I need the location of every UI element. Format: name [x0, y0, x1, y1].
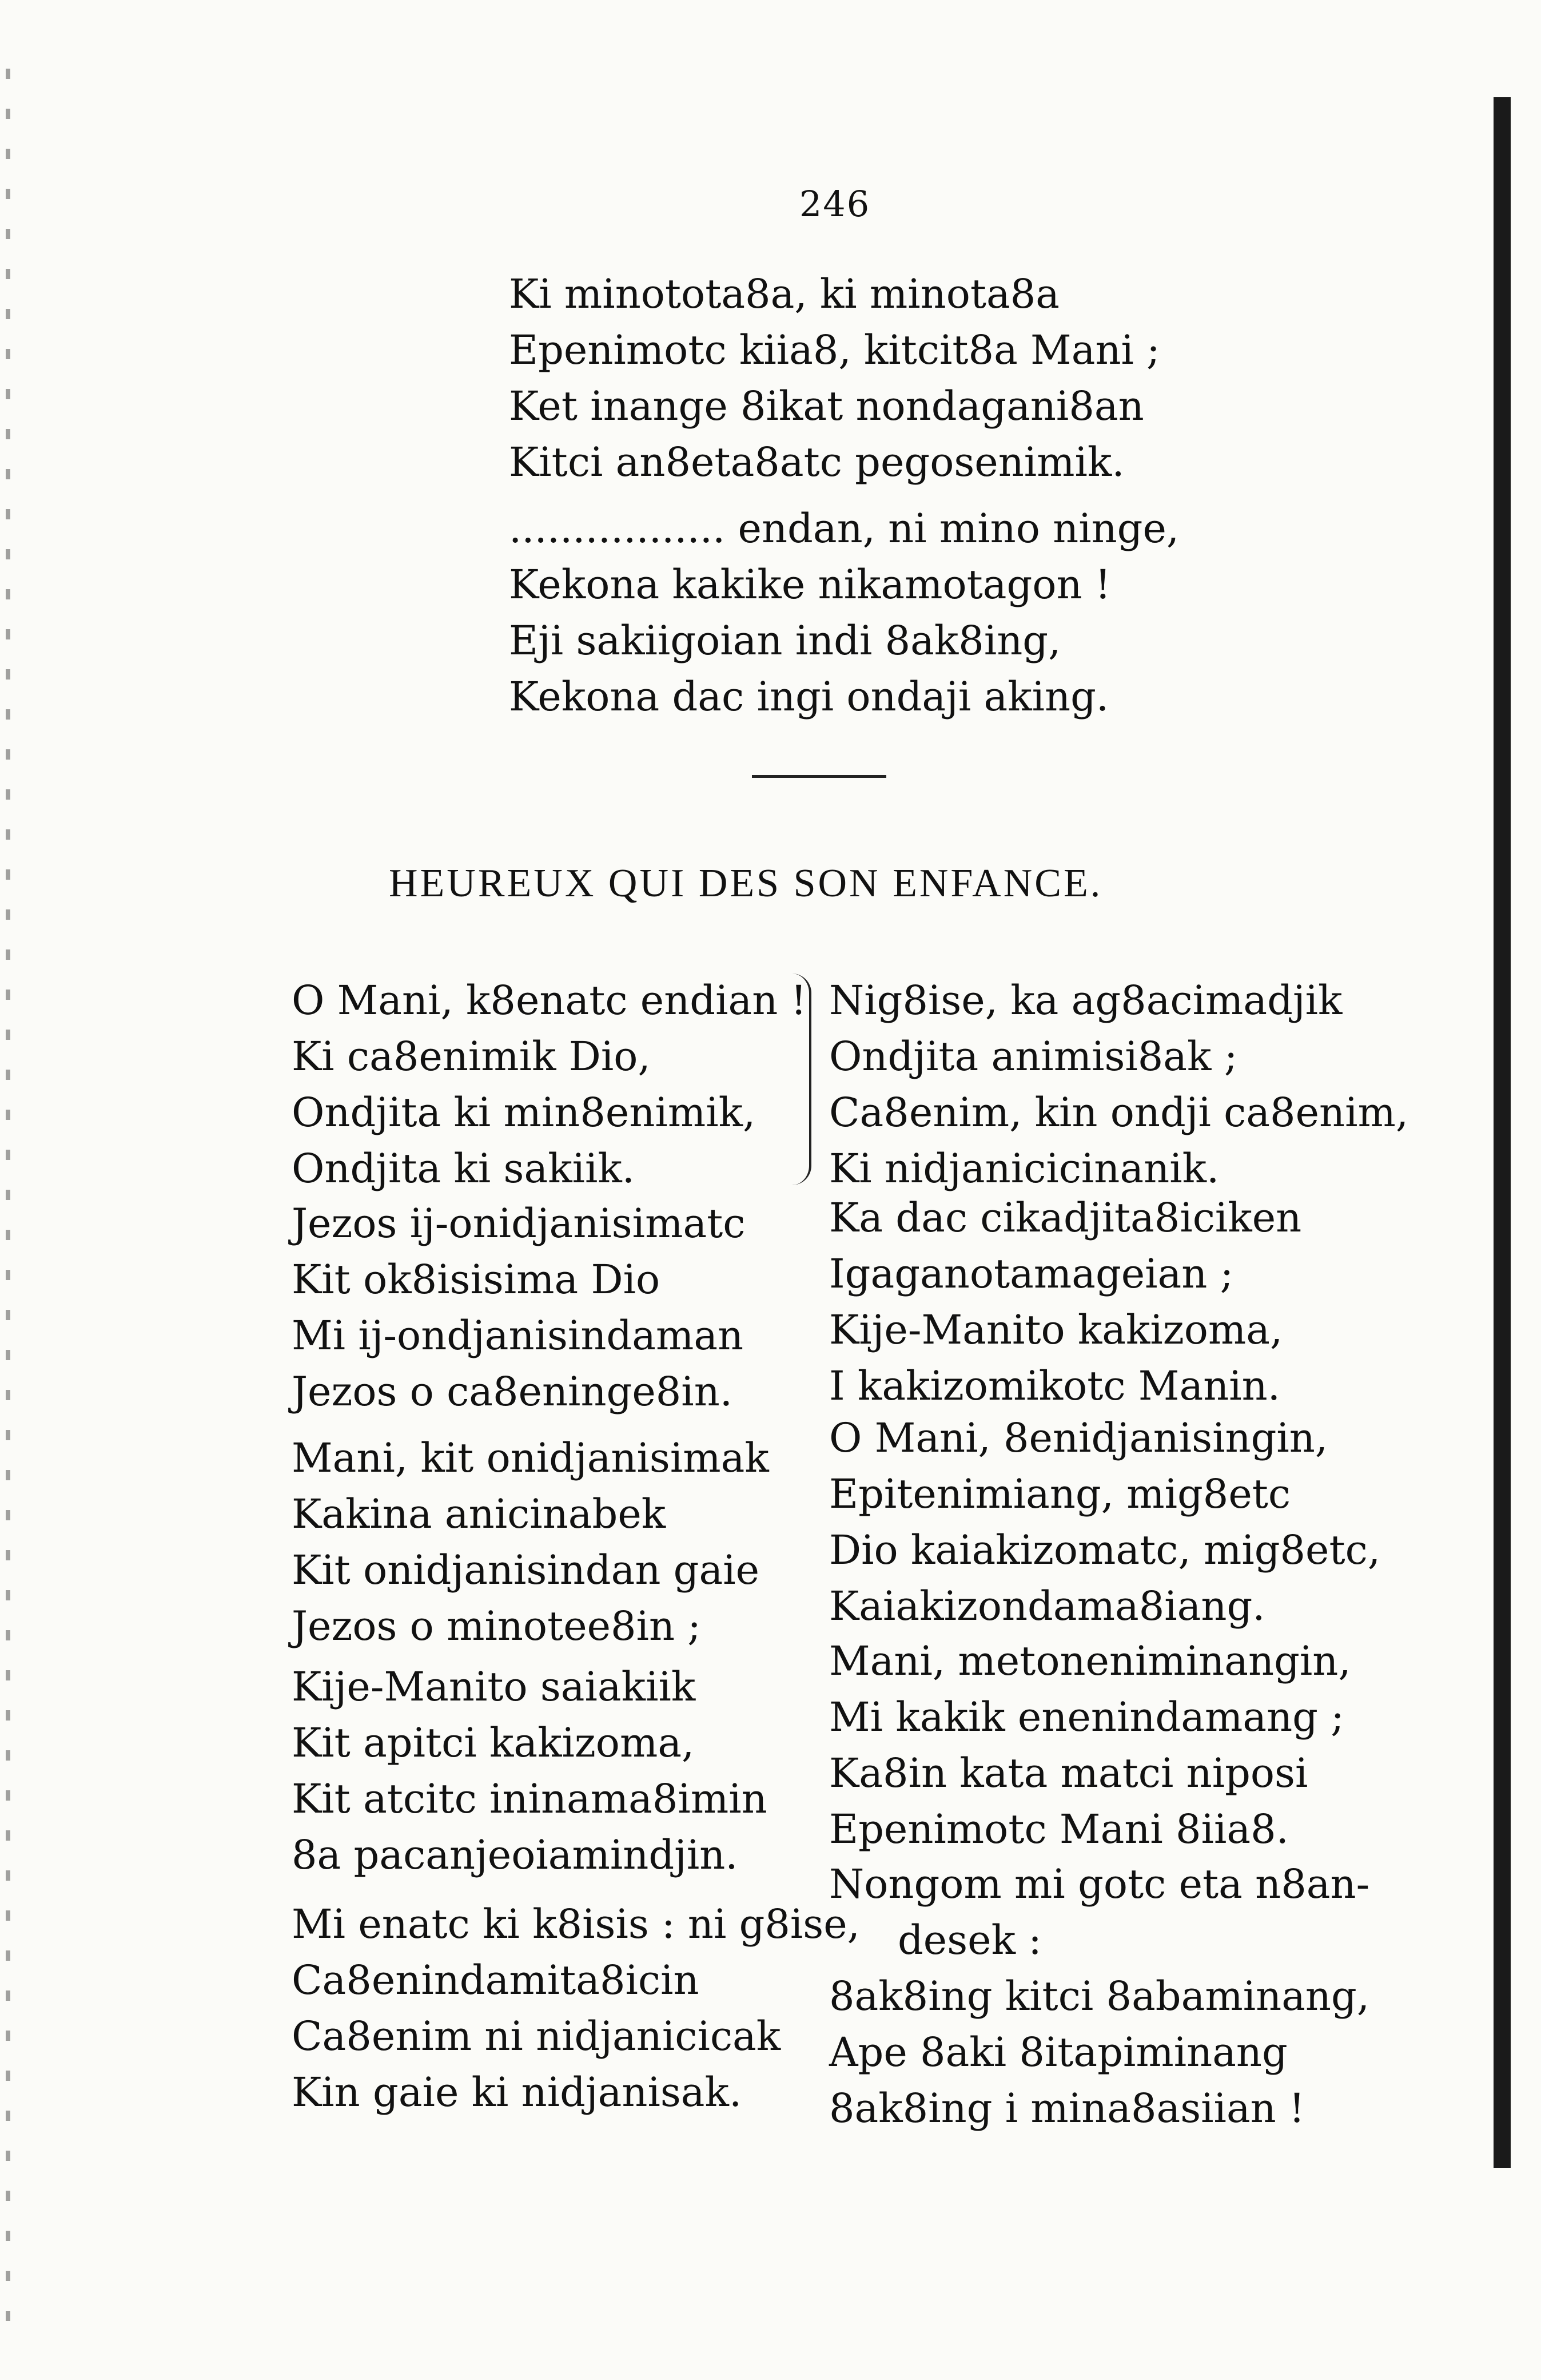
right-page-edge-shadow	[1494, 97, 1511, 2168]
verse-line: 8a pacanjeoiamindjin.	[292, 1831, 738, 1878]
verse-line: Mi enatc ki k8isis : ni g8ise,	[292, 1901, 860, 1948]
verse-line: Kaiakizondama8iang.	[829, 1583, 1265, 1630]
left-page-edge-marks	[6, 69, 10, 2328]
verse-line: O Mani, k8enatc endian !	[292, 977, 807, 1024]
section-divider	[752, 775, 886, 778]
left-stanza-1	[292, 972, 807, 1197]
top-stanza-2	[509, 500, 1179, 725]
right-stanza-3	[829, 1410, 1380, 1634]
verse-line: Ape 8aki 8itapiminang	[829, 2029, 1288, 2076]
verse-line: Kakina anicinabek	[292, 1491, 666, 1537]
verse-line: Ca8enim ni nidjanicicak	[292, 2013, 781, 2060]
verse-line: Ka dac cikadjita8iciken	[829, 1194, 1302, 1241]
verse-line: Nongom mi gotc eta n8an-	[829, 1861, 1370, 1908]
left-stanza-5	[292, 1896, 860, 2120]
top-stanza-1	[509, 266, 1160, 490]
right-stanza-4	[829, 1633, 1351, 1857]
verse-line: Mani, kit onidjanisimak	[292, 1435, 769, 1481]
verse-line: ................. endan, ni mino ninge,	[509, 505, 1180, 552]
verse-line: Kin gaie ki nidjanisak.	[292, 2069, 742, 2116]
verse-line: Kije-Manito kakizoma,	[829, 1306, 1283, 1353]
left-stanza-2	[292, 1195, 746, 1420]
verse-line: Epenimotc kiia8, kitcit8a Mani ;	[509, 327, 1160, 374]
verse-line: Kit onidjanisindan gaie	[292, 1547, 760, 1594]
right-stanza-2	[829, 1190, 1301, 1414]
verse-line: Ondjita ki sakiik.	[292, 1145, 635, 1192]
verse-line: Ca8enim, kin ondji ca8enim,	[829, 1089, 1409, 1136]
right-stanza-5	[829, 1856, 1369, 2136]
verse-line: Jezos o minotee8in ;	[292, 1603, 701, 1650]
verse-line: Ki ca8enimik Dio,	[292, 1033, 651, 1080]
verse-line: Kit ok8isisima Dio	[292, 1256, 660, 1303]
verse-line: Nig8ise, ka ag8acimadjik	[829, 977, 1343, 1024]
page-number: 246	[799, 183, 871, 225]
verse-line: Ka8in kata matci niposi	[829, 1750, 1308, 1797]
left-stanza-3	[292, 1430, 769, 1654]
verse-line: desek :	[898, 1917, 1042, 1964]
verse-line: Ondjita ki min8enimik,	[292, 1089, 756, 1136]
verse-line: Mani, metoneniminangin,	[829, 1638, 1351, 1684]
verse-line: Epitenimiang, mig8etc	[829, 1471, 1291, 1517]
right-stanza-1	[829, 972, 1408, 1197]
verse-line: Epenimotc Mani 8iia8.	[829, 1806, 1289, 1853]
verse-line: Ki minotota8a, ki minota8a	[509, 271, 1060, 317]
verse-line: Jezos ij-onidjanisimatc	[292, 1200, 746, 1247]
verse-line: Kekona kakike nikamotagon !	[509, 561, 1111, 608]
verse-line: Ondjita animisi8ak ;	[829, 1033, 1238, 1080]
verse-line: I kakizomikotc Manin.	[829, 1362, 1281, 1409]
verse-line: Kit atcitc ininama8imin	[292, 1775, 767, 1822]
verse-line: 8ak8ing kitci 8abaminang,	[829, 1973, 1370, 2020]
verse-line: Kitci an8eta8atc pegosenimik.	[509, 439, 1125, 486]
verse-line: Kekona dac ingi ondaji aking.	[509, 673, 1109, 720]
verse-line: 8ak8ing i mina8asiian !	[829, 2085, 1305, 2132]
verse-line: Mi ij-ondjanisindaman	[292, 1312, 744, 1359]
verse-line: Kije-Manito saiakiik	[292, 1663, 696, 1710]
verse-line: Ket inange 8ikat nondagani8an	[509, 383, 1144, 430]
verse-line: Ki nidjanicicinanik.	[829, 1145, 1220, 1192]
hymn-title: HEUREUX QUI DES SON ENFANCE.	[389, 861, 1103, 905]
verse-line: Igaganotamageian ;	[829, 1250, 1234, 1297]
verse-line: Ca8enindamita8icin	[292, 1957, 699, 2004]
verse-line: O Mani, 8enidjanisingin,	[829, 1415, 1328, 1461]
verse-line: Mi kakik enenindamang ;	[829, 1694, 1344, 1741]
verse-line: Kit apitci kakizoma,	[292, 1719, 695, 1766]
verse-line: Dio kaiakizomatc, mig8etc,	[829, 1527, 1381, 1574]
verse-line: Jezos o ca8eninge8in.	[292, 1368, 733, 1415]
verse-line: Eji sakiigoian indi 8ak8ing,	[509, 617, 1061, 664]
left-stanza-4	[292, 1659, 767, 1883]
